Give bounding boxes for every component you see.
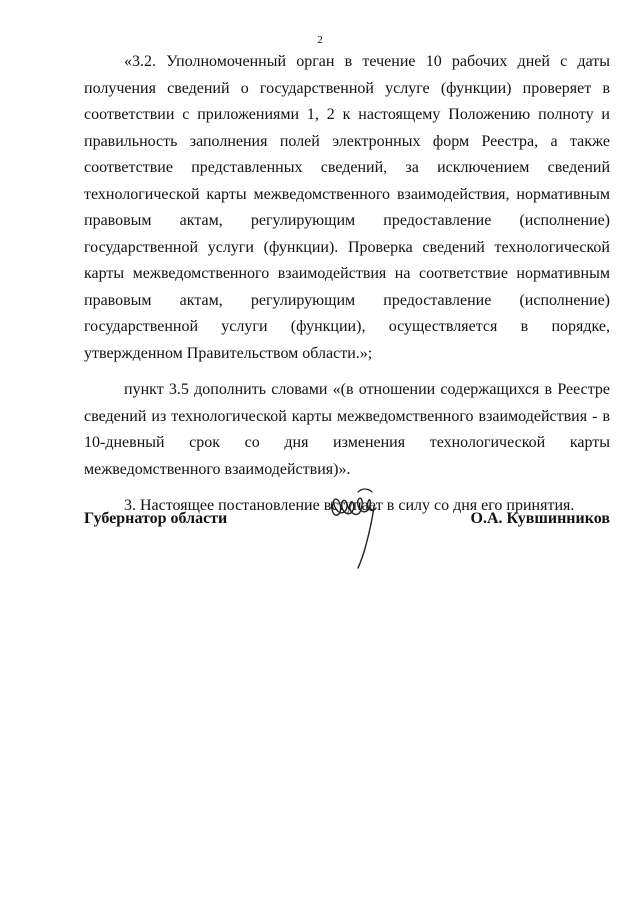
- paragraph-effective-date: 3. Настоящее постановление вступает в силу со дня его принятия.: [124, 497, 575, 514]
- document-body: [84, 49, 610, 520]
- handwritten-signature: [328, 482, 384, 570]
- signatory-title: Губернатор области: [84, 510, 228, 527]
- paragraph-clause-3-2: «3.2. Уполномоченный орган в течение 10 рабочих дней с даты получения сведений о государственной услуге (функции) проверяет в соответствии с приложениями 1, 2 к настоящему Положению полноту и правильность заполнения полей электронных форм Реестра, а также соответствие представленных сведений, за исключением сведений технологической карты межведомственного взаимодействия, нормативным правовым актам, регулирующим предоставление (исполнение) государственной услуги (функции). Проверка сведений технологической карты межведомственного взаимодействия на соответствие нормативным правовым актам, регулирующим предоставление (исполнение) государственной услуги (функции), осуществляется в порядке, утвержденном Правительством области.»;: [84, 53, 610, 362]
- signatory-name: О.А. Кувшинников: [470, 510, 610, 527]
- paragraph-clause-3-5: пункт 3.5 дополнить словами «(в отношении содержащихся в Реестре сведений из технологической карты межведомственного взаимодействия - в 10-дневный срок со дня изменения технологической карты межведомственного взаимодействия)».: [84, 381, 610, 478]
- page-number: 2: [317, 34, 323, 46]
